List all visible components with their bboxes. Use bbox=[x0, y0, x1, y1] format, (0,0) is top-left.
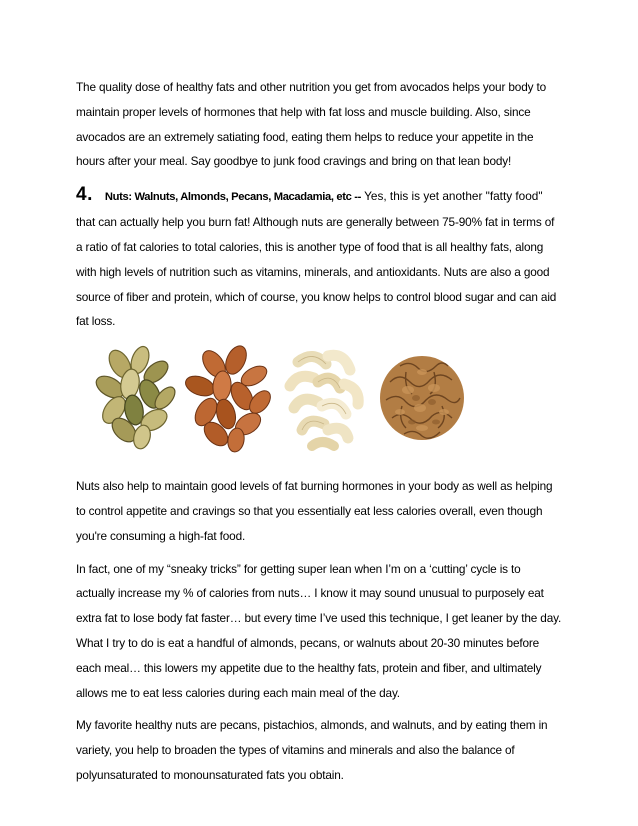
paragraph-hormones bbox=[76, 474, 576, 548]
pumpkin-seeds-image bbox=[90, 342, 180, 452]
text-line: extra fat to lose body fat faster… but every time I’ve used this technique, I get leaner by the day. bbox=[76, 611, 562, 626]
paragraph-sneaky-tricks bbox=[76, 557, 576, 706]
text-line: that can actually help you burn fat! Although nuts are generally between 75-90% fat in terms of bbox=[76, 215, 555, 230]
text-line: variety, you help to broaden the types of vitamins and minerals and also the balance of bbox=[76, 743, 515, 758]
walnuts-image bbox=[376, 342, 468, 454]
text-line: polyunsaturated to monounsaturated fats you obtain. bbox=[76, 767, 344, 782]
section-title: Nuts: Walnuts, Almonds, Pecans, Macadamia, etc -- bbox=[104, 191, 362, 204]
text-line: fat loss. bbox=[76, 314, 116, 329]
text-line: What I try to do is eat a handful of almonds, pecans, or walnuts about 20-30 minutes before bbox=[76, 635, 540, 650]
text-line: hours after your meal. Say goodbye to junk food cravings and bring on that lean body! bbox=[76, 154, 512, 169]
text-line: The quality dose of healthy fats and other nutrition you get from avocados helps your body to bbox=[76, 80, 547, 94]
cashews-image bbox=[278, 342, 370, 454]
section-number: 4. bbox=[76, 184, 93, 206]
section-4-nuts bbox=[76, 182, 576, 334]
text-line: actually increase my % of calories from nuts… I know it may sound unusual to purposely eat bbox=[76, 586, 544, 601]
nuts-image-row bbox=[76, 342, 576, 460]
paragraph-favorite-nuts bbox=[76, 713, 576, 787]
text-line: maintain proper levels of hormones that help with fat loss and muscle building. Also, since bbox=[76, 104, 531, 119]
text-line: In fact, one of my “sneaky tricks” for getting super lean when I’m on a ‘cutting’ cycle is to bbox=[76, 561, 521, 576]
text-line: a ratio of fat calories to total calories, this is another type of food that is all healthy fats, along bbox=[76, 239, 544, 254]
section-heading-rest: Yes, this is yet another "fatty food" bbox=[361, 189, 543, 204]
document-page bbox=[76, 75, 576, 796]
text-line: to control appetite and cravings so that you essentially eat less calories overall, even though bbox=[76, 503, 543, 518]
section-heading bbox=[76, 182, 576, 210]
paragraph-avocados bbox=[76, 75, 576, 174]
text-line: Nuts also help to maintain good levels of fat burning hormones in your body as well as helping bbox=[76, 479, 553, 494]
text-line: with high levels of nutrition such as vitamins, minerals, and antioxidants. Nuts are also a good bbox=[76, 264, 550, 279]
text-line: each meal… this lowers my appetite due to the healthy fats, protein and fiber, and ultimately bbox=[76, 660, 542, 675]
text-line: My favorite healthy nuts are pecans, pistachios, almonds, and walnuts, and by eating them in bbox=[76, 718, 548, 733]
text-line: allows me to eat less calories during each main meal of the day. bbox=[76, 685, 400, 700]
text-line: source of fiber and protein, which of course, you know helps to control blood sugar and can aid bbox=[76, 289, 557, 304]
text-line: avocados are an extremely satiating food, eating them helps to reduce your appetite in the bbox=[76, 129, 534, 144]
almonds-image bbox=[182, 342, 274, 454]
text-line: you're consuming a high-fat food. bbox=[76, 528, 246, 543]
